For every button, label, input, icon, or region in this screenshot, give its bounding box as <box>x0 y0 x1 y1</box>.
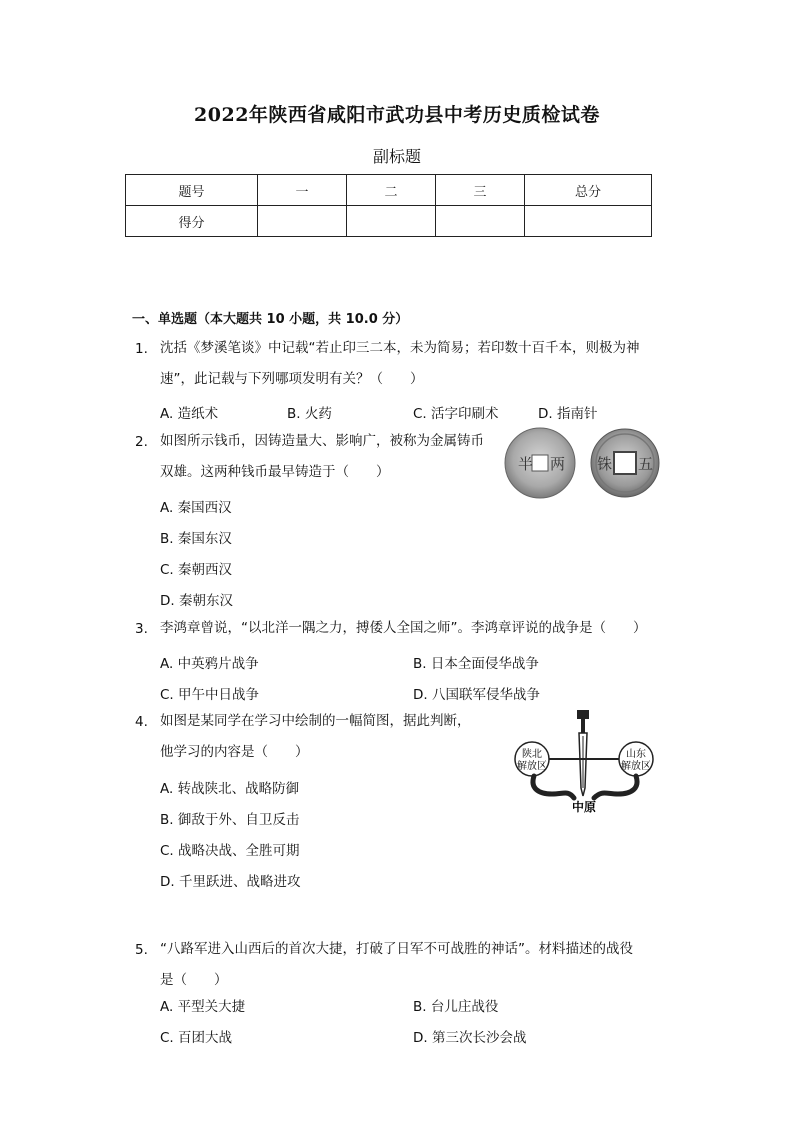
question-line: 沈括《梦溪笔谈》中记载“若止印三二本，未为简易；若印数十百千本，则极为神 <box>160 340 640 356</box>
score-table-score-row <box>126 206 652 237</box>
shaanbei-label-2: 解放区 <box>517 761 547 772</box>
question-number: 5. <box>135 942 148 958</box>
question-line: 他学习的内容是（ ） <box>160 744 309 760</box>
wuzhu-coin <box>591 429 659 497</box>
question-line: 如图所示钱币，因铸造量大、影响广，被称为金属铸币 <box>160 433 484 449</box>
question-5-text <box>160 934 633 996</box>
option-d[interactable]: D. 秦朝东汉 <box>160 593 233 609</box>
option-c[interactable]: C. 甲午中日战争 <box>160 687 260 703</box>
exam-subtitle: 副标题 <box>372 147 421 166</box>
wuzhu-right-char: 五 <box>638 455 654 473</box>
coins-figure <box>498 426 666 502</box>
option-a[interactable]: A. 造纸术 <box>160 406 219 422</box>
score-header-cell: 三 <box>436 175 525 206</box>
exam-title: 2022年陕西省咸阳市武功县中考历史质检试卷 <box>194 104 600 126</box>
wuzhu-left-char: 铢 <box>597 455 613 473</box>
zhongyuan-label: 中原 <box>571 800 597 814</box>
score-header-cell: 一 <box>258 175 347 206</box>
score-cell[interactable] <box>258 206 347 237</box>
option-b[interactable]: B. 御敌于外、自卫反击 <box>160 812 300 828</box>
question-2-text <box>160 426 484 488</box>
option-b[interactable]: B. 台儿庄战役 <box>413 999 499 1015</box>
option-a[interactable]: A. 平型关大捷 <box>160 999 246 1015</box>
banliang-coin <box>505 428 575 498</box>
option-d[interactable]: D. 第三次长沙会战 <box>413 1030 527 1046</box>
question-line: 李鸿章曾说，“以北洋一隅之力，搏倭人全国之师”。李鸿章评说的战争是（ ） <box>160 620 647 636</box>
dagger-icon <box>577 710 589 796</box>
option-b[interactable]: B. 秦国东汉 <box>160 531 232 547</box>
score-table <box>125 174 652 237</box>
right-arm-shape <box>594 776 637 798</box>
question-1-text <box>160 333 640 395</box>
question-number: 3. <box>135 621 148 637</box>
score-row-label: 得分 <box>126 206 258 237</box>
score-cell[interactable] <box>525 206 652 237</box>
score-header-cell: 题号 <box>126 175 258 206</box>
question-3-text <box>160 613 647 644</box>
question-line: 速”，此记载与下列哪项发明有关？（ ） <box>160 371 424 387</box>
question-4-text <box>160 706 471 768</box>
option-d[interactable]: D. 指南针 <box>538 406 598 422</box>
banliang-right-char: 两 <box>550 455 566 473</box>
banliang-left-char: 半 <box>518 455 534 473</box>
question-number: 2. <box>135 434 148 450</box>
question-number: 4. <box>135 714 148 730</box>
option-c[interactable]: C. 秦朝西汉 <box>160 562 233 578</box>
question-number: 1. <box>135 341 148 357</box>
shandong-label-1: 山东 <box>626 749 646 760</box>
option-c[interactable]: C. 战略决战、全胜可期 <box>160 843 300 859</box>
score-cell[interactable] <box>436 206 525 237</box>
question-line: “八路军进入山西后的首次大捷，打破了日军不可战胜的神话”。材料描述的战役 <box>160 941 633 957</box>
score-header-cell: 二 <box>347 175 436 206</box>
score-cell[interactable] <box>347 206 436 237</box>
left-arm-shape <box>533 776 574 798</box>
option-b[interactable]: B. 日本全面侵华战争 <box>413 656 539 672</box>
strategy-diagram <box>512 708 662 816</box>
option-b[interactable]: B. 火药 <box>287 406 332 422</box>
question-line: 如图是某同学在学习中绘制的一幅简图，据此判断， <box>160 713 471 729</box>
option-a[interactable]: A. 中英鸦片战争 <box>160 656 259 672</box>
shandong-label-2: 解放区 <box>621 761 651 772</box>
option-d[interactable]: D. 八国联军侵华战争 <box>413 687 540 703</box>
score-header-cell: 总分 <box>525 175 652 206</box>
question-line: 双雄。这两种钱币最早铸造于（ ） <box>160 464 390 480</box>
option-c[interactable]: C. 百团大战 <box>160 1030 233 1046</box>
section-heading: 一、单选题（本大题共 10 小题，共 10.0 分） <box>132 312 409 327</box>
question-line: 是（ ） <box>160 972 228 988</box>
option-d[interactable]: D. 千里跃进、战略进攻 <box>160 874 301 890</box>
option-a[interactable]: A. 秦国西汉 <box>160 500 232 516</box>
option-c[interactable]: C. 活字印刷术 <box>413 406 499 422</box>
option-a[interactable]: A. 转战陕北、战略防御 <box>160 781 300 797</box>
shaanbei-label-1: 陕北 <box>522 749 542 760</box>
score-table-header-row <box>126 175 652 206</box>
